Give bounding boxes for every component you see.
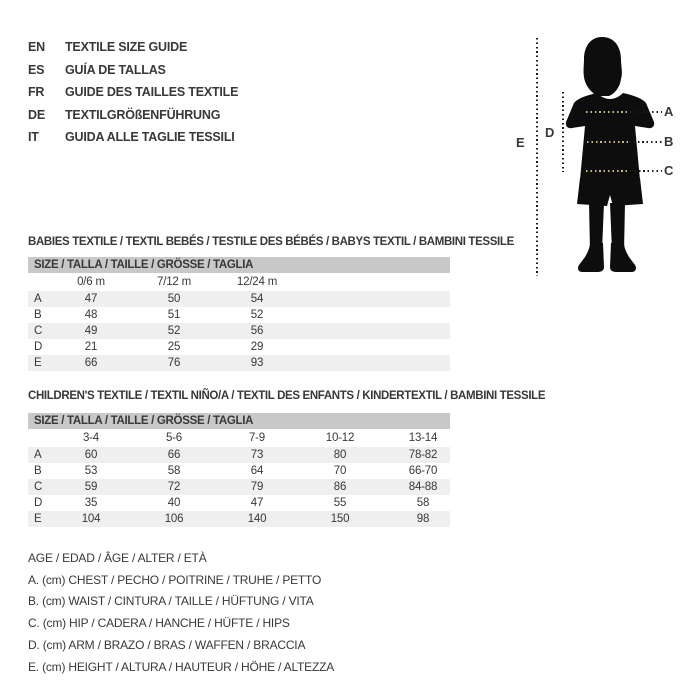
chest-measure-line: [586, 111, 630, 113]
waist-measure-line: [587, 141, 629, 143]
column-header: 5-6: [165, 432, 183, 444]
table-row: [28, 291, 450, 307]
children-column-header-row: [28, 430, 450, 447]
legend-item-waist: B. (cm) WAIST / CINTURA / TAILLE / HÜFTUNG / VITA: [28, 594, 314, 609]
cell: 93: [250, 357, 264, 369]
cell: 73: [250, 449, 264, 461]
language-code: FR: [28, 85, 45, 100]
cell: 70: [333, 465, 347, 477]
figure-label-chest: A: [664, 104, 674, 119]
table-row: [28, 463, 450, 479]
cell: 40: [167, 497, 181, 509]
column-header: 0/6 m: [77, 276, 105, 288]
legend-item-arm: D. (cm) ARM / BRAZO / BRAS / WAFFEN / BRACCIA: [28, 637, 306, 652]
cell: 35: [84, 497, 98, 509]
cell: 58: [416, 497, 430, 509]
cell: 51: [167, 309, 181, 321]
table-row: [28, 339, 450, 355]
row-label: A: [34, 293, 42, 305]
column-header: 10-12: [325, 432, 355, 444]
table-row: [28, 355, 450, 371]
cell: 79: [250, 481, 264, 493]
cell: 25: [167, 341, 181, 353]
babies-size-header-bar: SIZE / TALLA / TAILLE / GRÖSSE / TAGLIA: [28, 257, 450, 273]
waist-measure-line-ext: [629, 141, 662, 143]
cell: 104: [81, 513, 101, 525]
legend-item-height: E. (cm) HEIGHT / ALTURA / HAUTEUR / HÖHE / ALTEZZA: [28, 659, 335, 674]
cell: 55: [333, 497, 347, 509]
measurement-figure: [0, 0, 700, 300]
row-label: E: [34, 513, 42, 525]
table-row: [28, 323, 450, 339]
cell: 56: [250, 325, 264, 337]
guide-title: TEXTILGRÖßENFÜHRUNG: [65, 107, 221, 122]
cell: 86: [333, 481, 347, 493]
table-row: [28, 307, 450, 323]
language-code: ES: [28, 62, 45, 77]
cell: 48: [84, 309, 98, 321]
legend-age-line: AGE / EDAD / ÂGE / ALTER / ETÀ: [28, 551, 207, 565]
cell: 84-88: [408, 481, 438, 493]
row-label: D: [34, 497, 43, 509]
language-code: EN: [28, 40, 45, 54]
cell: 140: [247, 513, 267, 525]
table-row: [28, 479, 450, 495]
cell: 53: [84, 465, 98, 477]
cell: 47: [84, 293, 98, 305]
row-label: E: [34, 357, 42, 369]
row-label: A: [34, 449, 42, 461]
row-label: B: [34, 309, 42, 321]
column-header: 7/12 m: [157, 276, 191, 288]
babies-table: [28, 274, 450, 371]
figure-label-arm: D: [545, 125, 555, 140]
legend-item-hip: C. (cm) HIP / CADERA / HANCHE / HÜFTE / HIPS: [28, 616, 290, 631]
child-silhouette-icon: [564, 33, 656, 279]
cell: 60: [84, 449, 98, 461]
cell: 150: [330, 513, 350, 525]
measurement-legend: [28, 548, 334, 678]
cell: 58: [167, 465, 181, 477]
babies-section-heading: BABIES TEXTILE / TEXTIL BEBÉS / TESTILE DES BÉBÉS / BABYS TEXTIL / BAMBINI TESSILE: [28, 236, 514, 248]
guide-title: GUÍA DE TALLAS: [65, 62, 166, 77]
table-row: [28, 495, 450, 511]
row-label: C: [34, 481, 43, 493]
arm-measure-line: [562, 92, 564, 172]
cell: 106: [164, 513, 184, 525]
chest-measure-line-ext: [630, 111, 662, 113]
hip-measure-line-ext: [630, 170, 662, 172]
cell: 54: [250, 293, 264, 305]
column-header: 7-9: [248, 432, 266, 444]
cell: 21: [84, 341, 98, 353]
height-measure-line: [536, 38, 538, 276]
figure-label-waist: B: [664, 134, 674, 149]
guide-title: GUIDA ALLE TAGLIE TESSILI: [65, 130, 235, 145]
cell: 76: [167, 357, 181, 369]
cell: 29: [250, 341, 264, 353]
children-table: [28, 430, 450, 527]
column-header: 3-4: [82, 432, 100, 444]
cell: 72: [167, 481, 181, 493]
cell: 66: [84, 357, 98, 369]
babies-column-header-row: [28, 274, 450, 291]
column-header: 13-14: [408, 432, 438, 444]
cell: 52: [167, 325, 181, 337]
row-label: C: [34, 325, 43, 337]
table-row: [28, 447, 450, 463]
cell: 80: [333, 449, 347, 461]
language-code: DE: [28, 107, 45, 122]
guide-title: GUIDE DES TAILLES TEXTILE: [65, 85, 239, 100]
guide-title: TEXTILE SIZE GUIDE: [65, 40, 188, 54]
language-code: IT: [28, 130, 39, 145]
cell: 59: [84, 481, 98, 493]
cell: 78-82: [408, 449, 438, 461]
cell: 98: [416, 513, 430, 525]
cell: 66: [167, 449, 181, 461]
children-size-header-bar: SIZE / TALLA / TAILLE / GRÖSSE / TAGLIA: [28, 413, 450, 429]
cell: 49: [84, 325, 98, 337]
cell: 47: [250, 497, 264, 509]
figure-label-height: E: [516, 135, 525, 150]
cell: 66-70: [408, 465, 438, 477]
cell: 52: [250, 309, 264, 321]
hip-measure-line: [586, 170, 630, 172]
legend-item-chest: A. (cm) CHEST / PECHO / POITRINE / TRUHE / PETTO: [28, 572, 322, 587]
table-row: [28, 511, 450, 527]
row-label: D: [34, 341, 43, 353]
cell: 64: [250, 465, 264, 477]
column-header: 12/24 m: [236, 276, 278, 288]
figure-label-hip: C: [664, 163, 674, 178]
cell: 50: [167, 293, 181, 305]
row-label: B: [34, 465, 42, 477]
children-section-heading: CHILDREN'S TEXTILE / TEXTIL NIÑO/A / TEXTIL DES ENFANTS / KINDERTEXTIL / BAMBINI TESSILE: [28, 390, 546, 402]
